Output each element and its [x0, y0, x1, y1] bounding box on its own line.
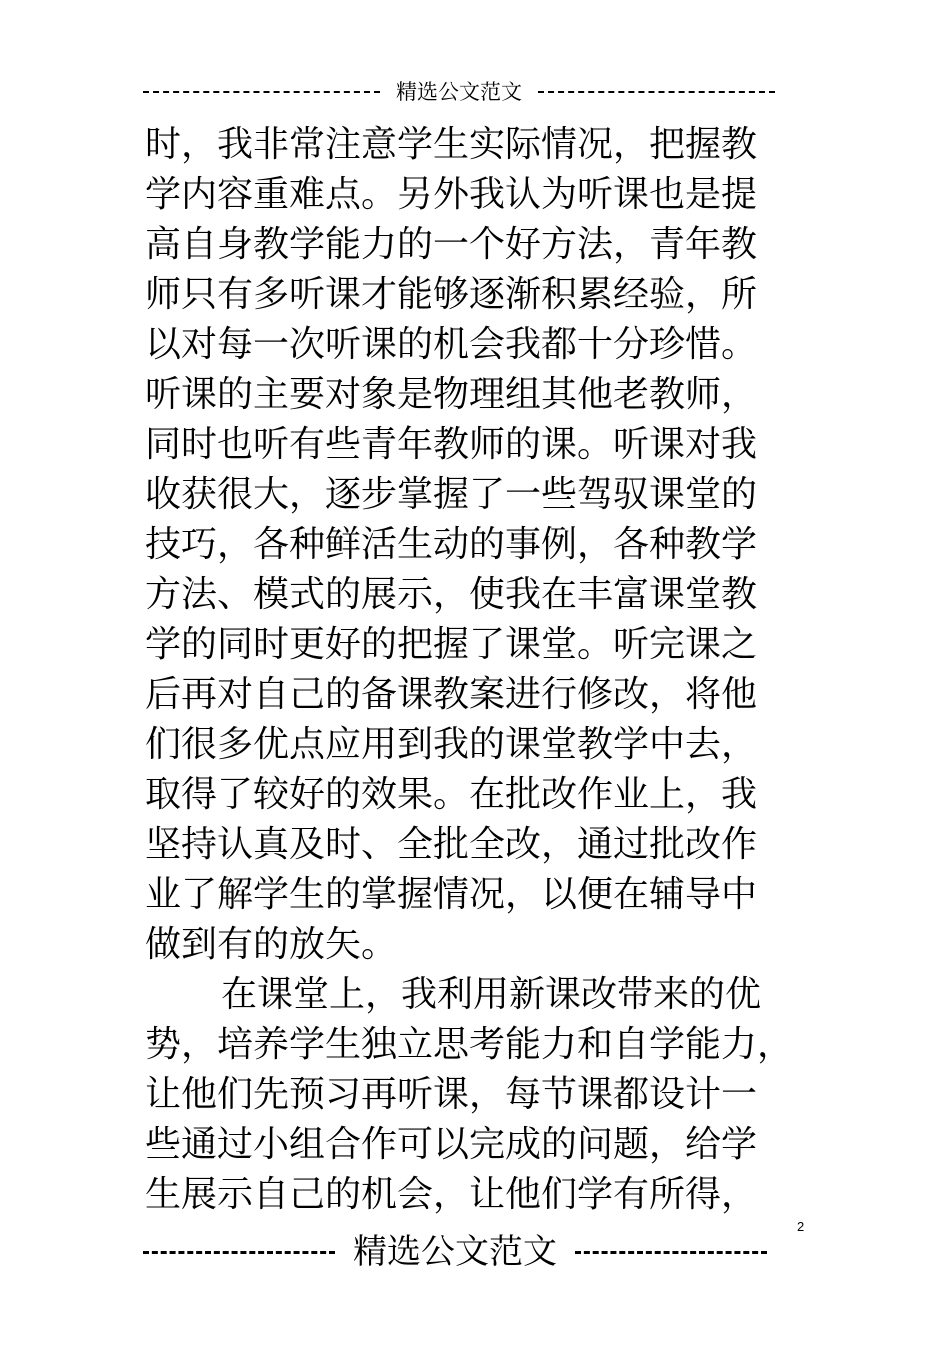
text-line: 收获很大，逐步掌握了一些驾驭课堂的: [145, 474, 758, 515]
text-line: 师只有多听课才能够逐渐积累经验，所: [145, 274, 758, 315]
text-line: 坚持认真及时、全批全改，通过批改作: [145, 824, 758, 865]
text-line: 时，我非常注意学生实际情况，把握教: [145, 124, 758, 165]
footer-left-dashes: [143, 1251, 335, 1254]
page-header: [143, 76, 775, 108]
text-line: 业了解学生的掌握情况，以便在辅导中: [145, 874, 758, 915]
text-line: 学的同时更好的把握了课堂。听完课之: [145, 624, 758, 665]
text-line: 生展示自己的机会，让他们学有所得，: [145, 1174, 758, 1215]
header-title: 精选公文范文: [396, 80, 522, 104]
text-line: 学内容重难点。另外我认为听课也是提: [145, 174, 758, 215]
text-line: 取得了较好的效果。在批改作业上，我: [145, 774, 758, 815]
text-line: 做到有的放矢。: [145, 924, 398, 965]
text-line: 同时也听有些青年教师的课。听课对我: [145, 424, 758, 465]
document-body: [145, 120, 794, 1220]
header-right-dashes: [538, 91, 775, 93]
page-footer: [143, 1229, 767, 1275]
text-line: 以对每一次听课的机会我都十分珍惜。: [145, 324, 758, 365]
text-line: 听课的主要对象是物理组其他老教师，: [145, 374, 758, 415]
footer-right-dashes: [575, 1251, 767, 1254]
header-left-dashes: [143, 91, 380, 93]
text-line: 技巧，各种鲜活生动的事例，各种教学: [145, 524, 758, 565]
text-line: 让他们先预习再听课，每节课都设计一: [145, 1074, 758, 1115]
paragraph-first-line: 在课堂上，我利用新课改带来的优: [221, 974, 762, 1015]
text-line: 势，培养学生独立思考能力和自学能力，: [145, 1024, 794, 1065]
footer-title: 精选公文范文: [353, 1232, 557, 1272]
page-number: 2: [797, 1219, 805, 1234]
text-line: 些通过小组合作可以完成的问题，给学: [145, 1124, 758, 1165]
text-line: 方法、模式的展示，使我在丰富课堂教: [145, 574, 758, 615]
text-line: 后再对自己的备课教案进行修改，将他: [145, 674, 758, 715]
text-line: 们很多优点应用到我的课堂教学中去，: [145, 724, 758, 765]
text-line: 高自身教学能力的一个好方法，青年教: [145, 224, 758, 265]
